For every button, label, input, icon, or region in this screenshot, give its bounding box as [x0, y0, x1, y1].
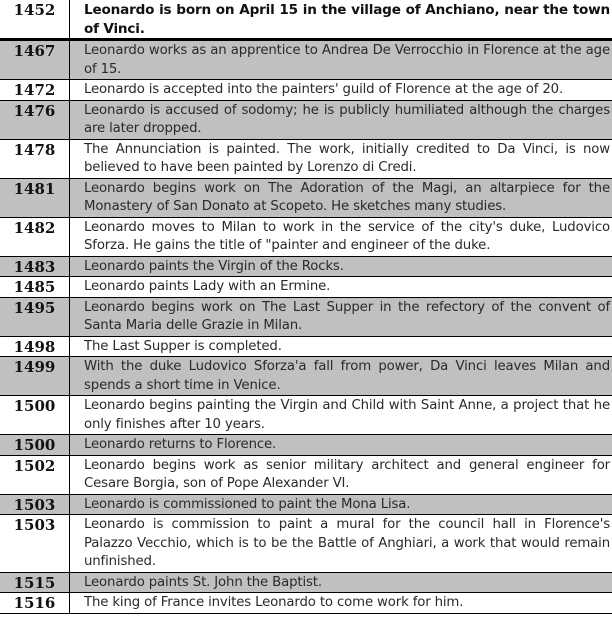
event-cell: Leonardo moves to Milan to work in the service of the city's duke, Ludovico Sforza. He gains the title of "painter and engineer of the duke. — [70, 217, 612, 256]
event-cell: Leonardo is accused of sodomy; he is publicly humiliated although the charges are later dropped. — [70, 100, 612, 139]
timeline-row — [0, 139, 612, 178]
year-cell: 1502 — [0, 455, 70, 494]
timeline-row — [0, 515, 612, 573]
year-cell: 1515 — [0, 572, 70, 593]
event-cell: Leonardo is commission to paint a mural for the council hall in Florence's Palazzo Vecchio, which is to be the Battle of Anghiari, a work that would remain unfinished. — [70, 515, 612, 573]
event-cell: Leonardo begins work as senior military architect and general engineer for Cesare Borgia, son of Pope Alexander VI. — [70, 455, 612, 494]
timeline-row — [0, 336, 612, 357]
event-cell: Leonardo begins work on The Adoration of the Magi, an altarpiece for the Monastery of San Donato at Scopeto. He sketches many studies. — [70, 178, 612, 217]
year-cell: 1476 — [0, 100, 70, 139]
timeline-row — [0, 357, 612, 396]
year-cell: 1467 — [0, 40, 70, 80]
year-cell: 1503 — [0, 494, 70, 515]
timeline-row — [0, 435, 612, 456]
event-cell: The Annunciation is painted. The work, initially credited to Da Vinci, is now believed to have been painted by Lorenzo di Credi. — [70, 139, 612, 178]
event-cell: Leonardo is commissioned to paint the Mona Lisa. — [70, 494, 612, 515]
year-cell: 1503 — [0, 515, 70, 573]
header-year-cell: 1452 — [0, 0, 70, 40]
timeline-row — [0, 217, 612, 256]
year-cell: 1472 — [0, 80, 70, 101]
year-cell: 1498 — [0, 336, 70, 357]
timeline-row — [0, 494, 612, 515]
year-cell: 1478 — [0, 139, 70, 178]
year-cell: 1481 — [0, 178, 70, 217]
year-cell: 1483 — [0, 256, 70, 277]
timeline-row — [0, 277, 612, 298]
event-cell: Leonardo paints St. John the Baptist. — [70, 572, 612, 593]
timeline-row — [0, 40, 612, 80]
year-cell: 1485 — [0, 277, 70, 298]
timeline-header-row — [0, 0, 612, 40]
timeline-row — [0, 455, 612, 494]
event-cell: Leonardo begins painting the Virgin and Child with Saint Anne, a project that he only finishes after 10 years. — [70, 396, 612, 435]
timeline-row — [0, 178, 612, 217]
timeline-row — [0, 100, 612, 139]
event-cell: Leonardo returns to Florence. — [70, 435, 612, 456]
year-cell: 1516 — [0, 593, 70, 614]
timeline-row — [0, 396, 612, 435]
year-cell: 1500 — [0, 435, 70, 456]
year-cell: 1482 — [0, 217, 70, 256]
year-cell: 1495 — [0, 297, 70, 336]
timeline-row — [0, 80, 612, 101]
timeline-row — [0, 256, 612, 277]
event-cell: Leonardo begins work on The Last Supper in the refectory of the convent of Santa Maria delle Grazie in Milan. — [70, 297, 612, 336]
year-cell: 1500 — [0, 396, 70, 435]
event-cell: Leonardo is accepted into the painters' guild of Florence at the age of 20. — [70, 80, 612, 101]
event-cell: Leonardo paints Lady with an Ermine. — [70, 277, 612, 298]
timeline-row — [0, 572, 612, 593]
year-cell: 1499 — [0, 357, 70, 396]
event-cell: With the duke Ludovico Sforza'a fall from power, Da Vinci leaves Milan and spends a short time in Venice. — [70, 357, 612, 396]
timeline-row — [0, 297, 612, 336]
event-cell: The king of France invites Leonardo to come work for him. — [70, 593, 612, 614]
event-cell: Leonardo works as an apprentice to Andrea De Verrocchio in Florence at the age of 15. — [70, 40, 612, 80]
header-event-cell: Leonardo is born on April 15 in the village of Anchiano, near the town of Vinci. — [70, 0, 612, 40]
timeline-row — [0, 593, 612, 614]
event-cell: Leonardo paints the Virgin of the Rocks. — [70, 256, 612, 277]
event-cell: The Last Supper is completed. — [70, 336, 612, 357]
